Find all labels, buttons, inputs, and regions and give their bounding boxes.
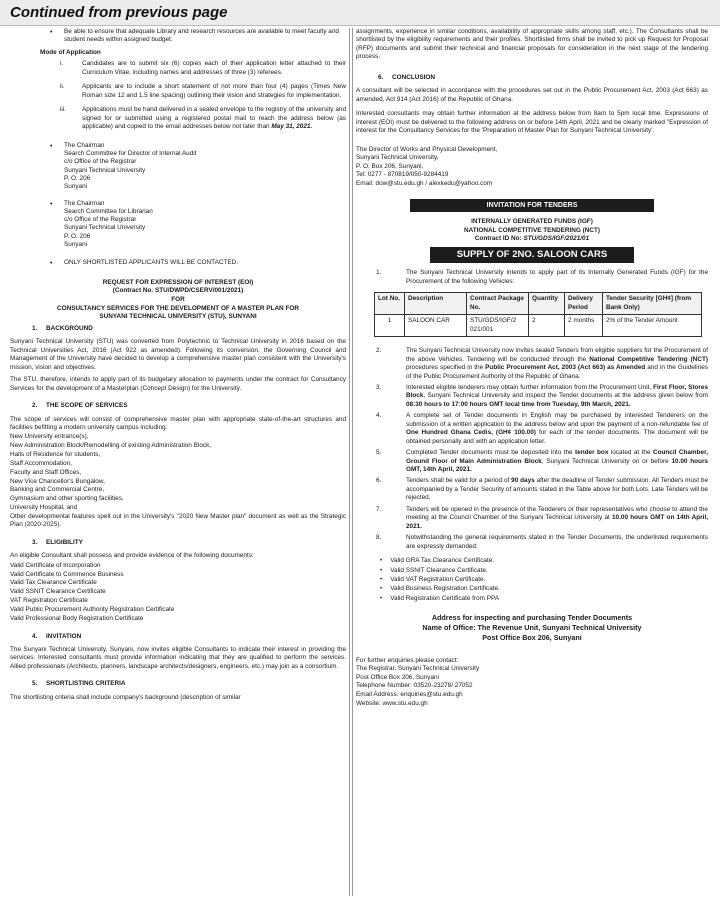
eoi-for: FOR: [171, 295, 185, 303]
page-title: Continued from previous page: [10, 4, 228, 21]
bullet-icon: •: [380, 576, 383, 584]
supply-banner: SUPPLY OF 2NO. SALOON CARS: [430, 247, 634, 264]
list-item: [356, 412, 708, 446]
shortlist-note: [10, 259, 346, 268]
text-run: , Sunyani Technical University on or before: [541, 457, 672, 465]
item-number: 1.: [376, 269, 382, 277]
address-line: Email: dow@stu.edu.gh / alexkedu@yahoo.com: [356, 180, 493, 188]
list-item: [356, 557, 708, 565]
item-text: Candidates are to submit six (6) copies each of their application letter attached to their Curriculum Vitae, including names and addresses of three (3) referees.: [82, 60, 346, 76]
bullet-icon: •: [380, 557, 383, 565]
contact-block: [356, 657, 708, 709]
table-row: [375, 315, 702, 337]
paragraph: An eligible Consultant shall possess and provide evidence of the following documents:: [10, 552, 254, 560]
list-item: [10, 60, 346, 81]
tender-method: NATIONAL COMPETITIVE TENDERING (NCT): [463, 226, 601, 234]
item-number: 5.: [376, 449, 382, 457]
list-item: Valid SSNIT Clearance Certificate: [10, 588, 106, 596]
column-divider: [349, 28, 350, 896]
list-item: [356, 506, 708, 531]
text-run: for each of the tender documents. The document will be obtained personally and with an application letter.: [406, 429, 708, 445]
list-item: [356, 534, 708, 551]
list-item-text: Valid GRA Tax Clearance Certificate.: [390, 557, 495, 565]
table-cell: 1: [375, 315, 405, 337]
list-item: New Vice Chancellor's Bungalow,: [10, 477, 105, 485]
contract-id: [356, 235, 708, 244]
item-number: 7.: [376, 505, 382, 513]
header-bar: [0, 0, 720, 26]
paragraph: Other developmental features spelt out in the University's "2020 New Master plan" document as well as the Strategic Plan (2020-2025).: [10, 512, 346, 529]
section-number: 5.: [32, 680, 38, 688]
address-lines: [64, 200, 153, 250]
address-line: Sunyani Technical University: [64, 166, 146, 174]
address-line: Name of Office: The Revenue Unit, Sunyani Technical University: [422, 623, 642, 633]
emphasis-text: First Floor, Stores Block: [406, 383, 708, 400]
website-link[interactable]: Website: www.stu.edu.gh: [356, 699, 428, 707]
eligibility-list: [10, 562, 346, 624]
address-line: P. O. 206: [64, 232, 91, 240]
item-number: i.: [60, 60, 64, 68]
address-line: Sunyani Technical University,: [356, 154, 439, 162]
text-run: Notwithstanding the general requirements stated in the Tender Documents, the underlisted requirements are expressly demanded:: [406, 534, 708, 550]
emphasis-text: National Competitive Tendering (NCT): [589, 355, 708, 363]
section-number: 4.: [32, 632, 38, 640]
section-title: SHORTLISTING CRITERIA: [46, 680, 126, 688]
eoi-title: REQUEST FOR EXPRESSION OF INTEREST (EOI): [102, 278, 254, 286]
address-block: [10, 142, 346, 196]
column-header: Quantity: [529, 293, 565, 315]
text-run: located at the: [608, 449, 653, 457]
table-cell: 2: [529, 315, 565, 337]
emphasis-text: 08:30 hours to 17:00 hours GMT local time from Tuesday, 9th March, 2021.: [406, 400, 631, 408]
column-header: Tender Security [GH¢] (from Bank Only): [603, 293, 702, 315]
list-item: Valid Public Procurement Authority Registration Certificate: [10, 605, 175, 613]
address-line: Address for inspecting and purchasing Tender Documents: [431, 613, 633, 623]
list-item: New University entrance(s),: [10, 433, 89, 441]
text-run: The Sunyani Technical University now invites sealed Tenders from eligible suppliers for the Procurement of the above Vehicles. Tendering will be conducted through the: [406, 347, 708, 363]
section-title: CONCLUSION: [392, 73, 435, 81]
item-text-main: Applications must be hand delivered in a sealed envelope to the registry of the university and signed for or submitted using a registered postal mail to reach the address below (as applicable) and copied to the email addresses below not later than: [82, 106, 346, 131]
list-item: [10, 28, 346, 45]
purchase-address: [356, 613, 708, 642]
director-address: [356, 146, 708, 189]
paragraph: Sunyani Technical University (STU) was converted from Polytechnic to Technical University in 2016 based on the Technical Universities Act, 2016 (Act 922 as amended). Following its conversion, the Governing Council and Management of the University have decided to develop a comprehensive master plan consistent with the University's mission, vision and objectives.: [10, 338, 346, 371]
list-item: [356, 595, 708, 603]
tender-clauses: [356, 347, 708, 551]
section-title: BACKGROUND: [46, 324, 93, 332]
contract-id-label: Contract ID No:: [474, 235, 524, 243]
section-heading: [10, 325, 346, 333]
item-number: 8.: [376, 534, 382, 542]
mode-heading: Mode of Application: [40, 48, 101, 56]
table-cell: STU/GDS/IGF/2 021/001: [467, 315, 529, 337]
item-text: Applicants are to include a short statement of not more than four (4) pages (Times New Roman size 12 and 1.5 line spacing) outlining their vision and strategies for implementation.: [82, 83, 346, 99]
table-header-row: [375, 293, 702, 315]
address-line: Search Committee for Librarian: [64, 207, 153, 215]
address-line: Sunyani Technical University: [64, 224, 146, 232]
item-text: [406, 449, 708, 474]
address-line: Sunyani: [64, 241, 88, 249]
list-item: Faculty and Staff Offices,: [10, 468, 82, 476]
section-title: INVITATION: [46, 632, 82, 640]
item-text: The Sunyani Technical University intends to apply part of its Internally Generated Funds (IGF) for the Procurement of the following Vehicles:: [406, 269, 708, 285]
column-header: Description: [405, 293, 467, 315]
section-heading: [356, 74, 708, 82]
address-line: The Director of Works and Physical Development,: [356, 145, 498, 153]
shortlist-text: ONLY SHORTLISTED APPLICANTS WILL BE CONTACTED.: [64, 259, 239, 267]
emphasis-text: tender box: [575, 449, 609, 457]
bullet-icon: •: [380, 594, 383, 602]
address-line: Sunyani: [64, 183, 88, 191]
column-header: Lot No.: [375, 293, 405, 315]
contact-line: The Registrar, Sunyani Technical University: [356, 665, 480, 673]
list-item: [356, 269, 708, 286]
paragraph: The Sunyani Technical University, Sunyani, now invites eligible Consultants to indicate their interest in providing the services. Interested consultants must provide information indicating that they are qualified to perform the services. Allied professionals (Architects, planners, landscape architects/designers, engineers, etc.) may join as a consortium.: [10, 645, 346, 670]
text-run: Interested eligible tenderers may obtain further information from the Procurement Unit,: [406, 383, 654, 391]
list-item: [10, 106, 346, 135]
section-heading: [10, 680, 346, 688]
item-text: [406, 347, 708, 381]
item-text: [406, 506, 708, 531]
tender-banner: INVITATION FOR TENDERS: [410, 199, 654, 212]
section-number: 3.: [32, 538, 38, 546]
eoi-contract-no: (Contract No. STU/DWPD/CSERV/001/2021): [112, 287, 244, 295]
right-column: [356, 28, 708, 896]
list-item: Valid Professional Body Registration Certificate: [10, 614, 144, 622]
address-line: P. O. 206: [64, 174, 91, 182]
list-item: University Hospital, and: [10, 504, 78, 512]
mode-list: [10, 60, 346, 135]
list-item: New Administration Block/Remodelling of existing Administration Block,: [10, 442, 212, 450]
item-number: 2.: [376, 347, 382, 355]
list-item: [356, 576, 708, 584]
list-item: [356, 449, 708, 474]
eoi-title-block: [10, 279, 346, 322]
contact-line: For further enquiries please contact:: [356, 656, 459, 664]
funding-source: INTERNALLY GENERATED FUNDS (IGF): [471, 217, 593, 225]
table-cell: 2% of the Tender Amount: [603, 315, 702, 337]
address-line: P. O. Box 206, Sunyani,: [356, 162, 424, 170]
list-item-text: Valid SSNIT Clearance Certificate.: [390, 566, 488, 574]
email-link[interactable]: Email Address: enquiries@stu.edu.gh: [356, 691, 463, 699]
bullet-icon: •: [50, 260, 53, 268]
list-item: Valid Certificate to Commence Business: [10, 570, 124, 578]
column-divider: [352, 28, 353, 896]
item-number: 4.: [376, 412, 382, 420]
contact-line: Post Office Box 206, Sunyani: [356, 673, 440, 681]
list-item-text: Valid Registration Certificate from PPA: [390, 594, 500, 602]
bullet-icon: •: [380, 585, 383, 593]
item-number: 6.: [376, 477, 382, 485]
lots-table: [374, 292, 702, 337]
item-text: [406, 384, 708, 409]
emphasis-text: 90 days: [511, 477, 535, 485]
list-item: Staff Accommodation,: [10, 459, 73, 467]
list-item: VAT Registration Certificate: [10, 597, 88, 605]
table-cell: 2 months: [565, 315, 603, 337]
paragraph: The scope of services will consist of comprehensive master plan with appropriate state-of-the-art structures and facilities befitting a modern university campus including:: [10, 415, 346, 431]
emphasis-text: 10.00 hours GMT on 14th April, 2021.: [406, 514, 708, 530]
list-item: [356, 384, 708, 409]
paragraph: The STU, therefore, intends to apply part of its budgetary allocation to payments under the contract for Consultancy Services for the development of a Masterplan (Concept Design) for the University.: [10, 376, 346, 392]
address-line: c/o Office of the Registrar: [64, 158, 137, 166]
item-text: [406, 412, 708, 446]
list-item: [356, 477, 708, 502]
emphasis-text: Council Chamber, Ground Floor of Main Administration Block: [406, 449, 708, 465]
text-run: , Sunyani Technical University and inspect the Tender documents at the address given below from: [423, 392, 708, 400]
text-run: procedures specified in the: [406, 364, 486, 372]
address-line: Tel: 0277 - 870819/050-9284419: [356, 171, 449, 179]
address-lines: [64, 142, 196, 192]
section-number: 2.: [32, 402, 38, 410]
text-run: Tenders shall be valid for a period of: [406, 477, 512, 485]
eoi-subject: SUNYANI TECHNICAL UNIVERSITY (STU), SUNYANI: [99, 313, 257, 321]
bullet-icon: •: [380, 566, 383, 574]
left-column: [10, 28, 346, 896]
list-item: Banking and Commercial Centre,: [10, 486, 105, 494]
item-text: [406, 534, 708, 551]
address-line: Search Committee for Director of Internal Audit: [64, 149, 197, 157]
item-number: 3.: [376, 383, 382, 391]
list-item: Valid Certificate of Incorporation: [10, 561, 101, 569]
paragraph: The shortlisting criteria shall include company's background (description of similar: [10, 693, 241, 701]
eoi-subject: CONSULTANCY SERVICES FOR THE DEVELOPMENT OF A MASTER PLAN FOR: [57, 304, 299, 312]
address-line: Post Office Box 206, Sunyani: [482, 632, 582, 642]
item-number: iii.: [60, 106, 67, 114]
section-heading: [10, 402, 346, 410]
paragraph: Interested consultants may obtain further information at the address below from 8am to 5pm local time. Expressions of interest (EOI) must be delivered to the following address on or before 14th April, 2021 and be clearly marked "Expression of interest for the Consultancy Services for the 'Preparation of Master Plan for Sunyani Technical University'.: [356, 110, 708, 135]
item-text: [406, 477, 708, 502]
paragraph: assignments, experience in similar conditions, availability of appropriate skills among staff, etc.). The Consultants shall be shortlisted by the eligibility requirements and their profiles. Shortlisted firms shall be invited to pick up Request for Proposal (RFP) documents and submit their technical and financial proposals for consideration in the next stage of the tendering process.: [356, 28, 708, 61]
text-run: A complete set of Tender documents in English may be purchased by interested Tenderers on the submission of a written application to the address below and upon the payment of a non-refundable fee of: [406, 412, 708, 428]
bullet-icon: •: [50, 29, 53, 36]
list-item: Halls of Residence for students,: [10, 451, 101, 459]
requirements-list: [356, 557, 708, 603]
section-title: THE SCOPE OF SERVICES: [46, 402, 128, 410]
text-run: Completed Tender documents must be deposited into the: [406, 449, 576, 457]
list-item: [356, 347, 708, 381]
emphasis-text: One Hundred Ghana Cedis, (GH¢ 100.00): [406, 429, 536, 437]
address-line: c/o Office of the Registrar: [64, 216, 137, 224]
list-item: [10, 83, 346, 104]
bullet-text: Be able to ensure that adequate Library and research resources are available to meet faculty and student needs within assigned budget.: [64, 28, 339, 44]
column-header: Delivery Period: [565, 293, 603, 315]
table-cell: SALOON CAR: [405, 315, 467, 337]
list-item: [356, 585, 708, 593]
column-header: Contract Package No.: [467, 293, 529, 315]
list-item-text: Valid VAT Registration Certificate.: [390, 576, 486, 584]
item-number: ii.: [60, 83, 65, 91]
section-heading: [10, 539, 346, 547]
bullet-icon: •: [50, 142, 53, 150]
scope-list: [10, 433, 346, 512]
section-number: 6.: [378, 73, 384, 81]
address-line: The Chairman: [64, 141, 105, 149]
address-line: The Chairman: [64, 199, 105, 207]
contract-id-value: STU/GDS/IGF/2021/01: [523, 235, 590, 243]
text-run: Tenders will be opened in the presence of the Tenderers or their representatives who choose to attend the meeting at the Council Chamber of the Sunyani Technical University at: [406, 505, 708, 522]
address-block: [10, 200, 346, 254]
list-item: Valid Tax Clearance Certificate: [10, 579, 97, 587]
emphasis-text: Public Procurement Act, 2003 (Act 663) as Amended: [485, 364, 646, 372]
list-item-text: Valid Business Registration Certificate.: [390, 585, 500, 593]
list-item: Gymnasium and other sporting facilities,: [10, 495, 124, 503]
paragraph: A consultant will be selected in accordance with the procedures set out in the Public Procurement Act, 2003 (Act 663) as amended, Act 914 (Act 2016) of the Republic of Ghana.: [356, 87, 708, 103]
contact-line: Telephone Number: 03520-23278/ 27052: [356, 682, 473, 690]
list-item: [356, 567, 708, 575]
section-title: ELIGIBILITY: [46, 538, 83, 546]
text-run: and in the Guidelines of the Public Procurement Authority of the Republic of Ghana.: [406, 364, 709, 380]
text-run: after the deadline of Tender submission. All Tenders must be accompanied by a Tender Security of amounts stated in the Table above for both Lots. Late Tenders will be rejected.: [406, 477, 708, 502]
deadline-date: May 31, 2021.: [271, 123, 313, 131]
bullet-icon: •: [50, 200, 53, 208]
item-text: [82, 106, 346, 131]
emphasis-text: 10.00 hours GMT, 14th April, 2021.: [406, 457, 708, 474]
section-number: 1.: [32, 324, 38, 332]
section-heading: [10, 633, 346, 641]
